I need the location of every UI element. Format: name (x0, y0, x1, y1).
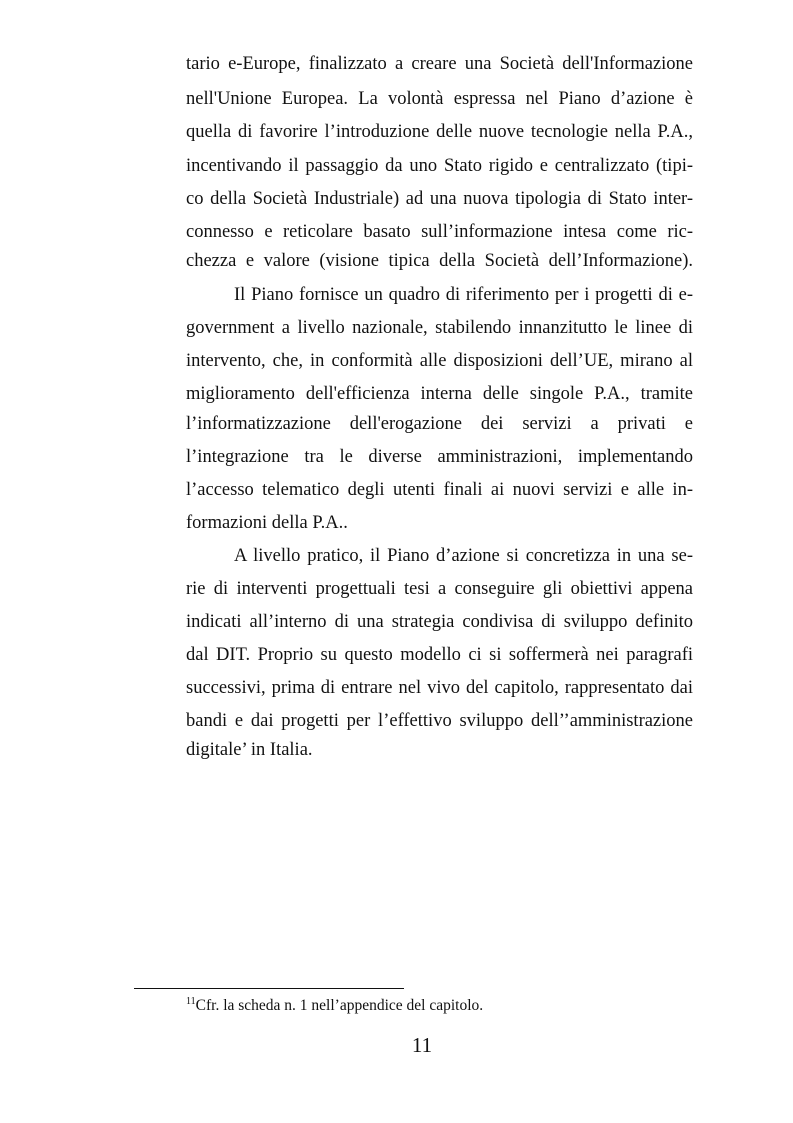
text-line: indicati all’interno di una strategia condivisa di sviluppo definito (186, 612, 693, 632)
text-line: nell'Unione Europea. La volontà espressa nel Piano d’azione è (186, 89, 693, 109)
text-line: connesso e reticolare basato sull’informazione intesa come ric- (186, 222, 693, 242)
text-line: incentivando il passaggio da uno Stato rigido e centralizzato (tipi- (186, 156, 693, 176)
text-line: l’integrazione tra le diverse amministrazioni, implementando (186, 447, 693, 467)
footnote-separator (134, 988, 404, 989)
text-line: digitale’ in Italia. (186, 740, 313, 760)
text-line: quella di favorire l’introduzione delle nuove tecnologie nella P.A., (186, 122, 693, 142)
text-line: A livello pratico, il Piano d’azione si concretizza in una se- (234, 546, 693, 566)
text-line: formazioni della P.A.. (186, 513, 348, 533)
text-line: government a livello nazionale, stabilendo innanzitutto le linee di (186, 318, 693, 338)
text-line: l’accesso telematico degli utenti finali ai nuovi servizi e alle in- (186, 480, 693, 500)
footnote-text: Cfr. la scheda n. 1 nell’appendice del capitolo. (195, 997, 484, 1014)
text-line: bandi e dai progetti per l’effettivo sviluppo dell’’amministrazione (186, 711, 693, 731)
text-line: tario e-Europe, finalizzato a creare una Società dell'Informazione (186, 54, 693, 74)
text-line: co della Società Industriale) ad una nuova tipologia di Stato inter- (186, 189, 693, 209)
text-line: intervento, che, in conformità alle disposizioni dell’UE, mirano al (186, 351, 693, 371)
page-number: 11 (411, 1033, 433, 1057)
text-line: rie di interventi progettuali tesi a conseguire gli obiettivi appena (186, 579, 693, 599)
text-line: dal DIT. Proprio su questo modello ci si soffermerà nei paragrafi (186, 645, 693, 665)
text-line: miglioramento dell'efficienza interna delle singole P.A., tramite (186, 384, 693, 404)
footnote (186, 992, 483, 1016)
text-line: chezza e valore (visione tipica della Società dell’Informazione). (186, 251, 693, 271)
text-line: l’informatizzazione dell'erogazione dei servizi a privati e (186, 414, 693, 434)
footnote-marker: 11 (186, 996, 196, 1007)
text-line: successivi, prima di entrare nel vivo del capitolo, rappresentato dai (186, 678, 693, 698)
text-line: Il Piano fornisce un quadro di riferimento per i progetti di e- (234, 285, 693, 305)
